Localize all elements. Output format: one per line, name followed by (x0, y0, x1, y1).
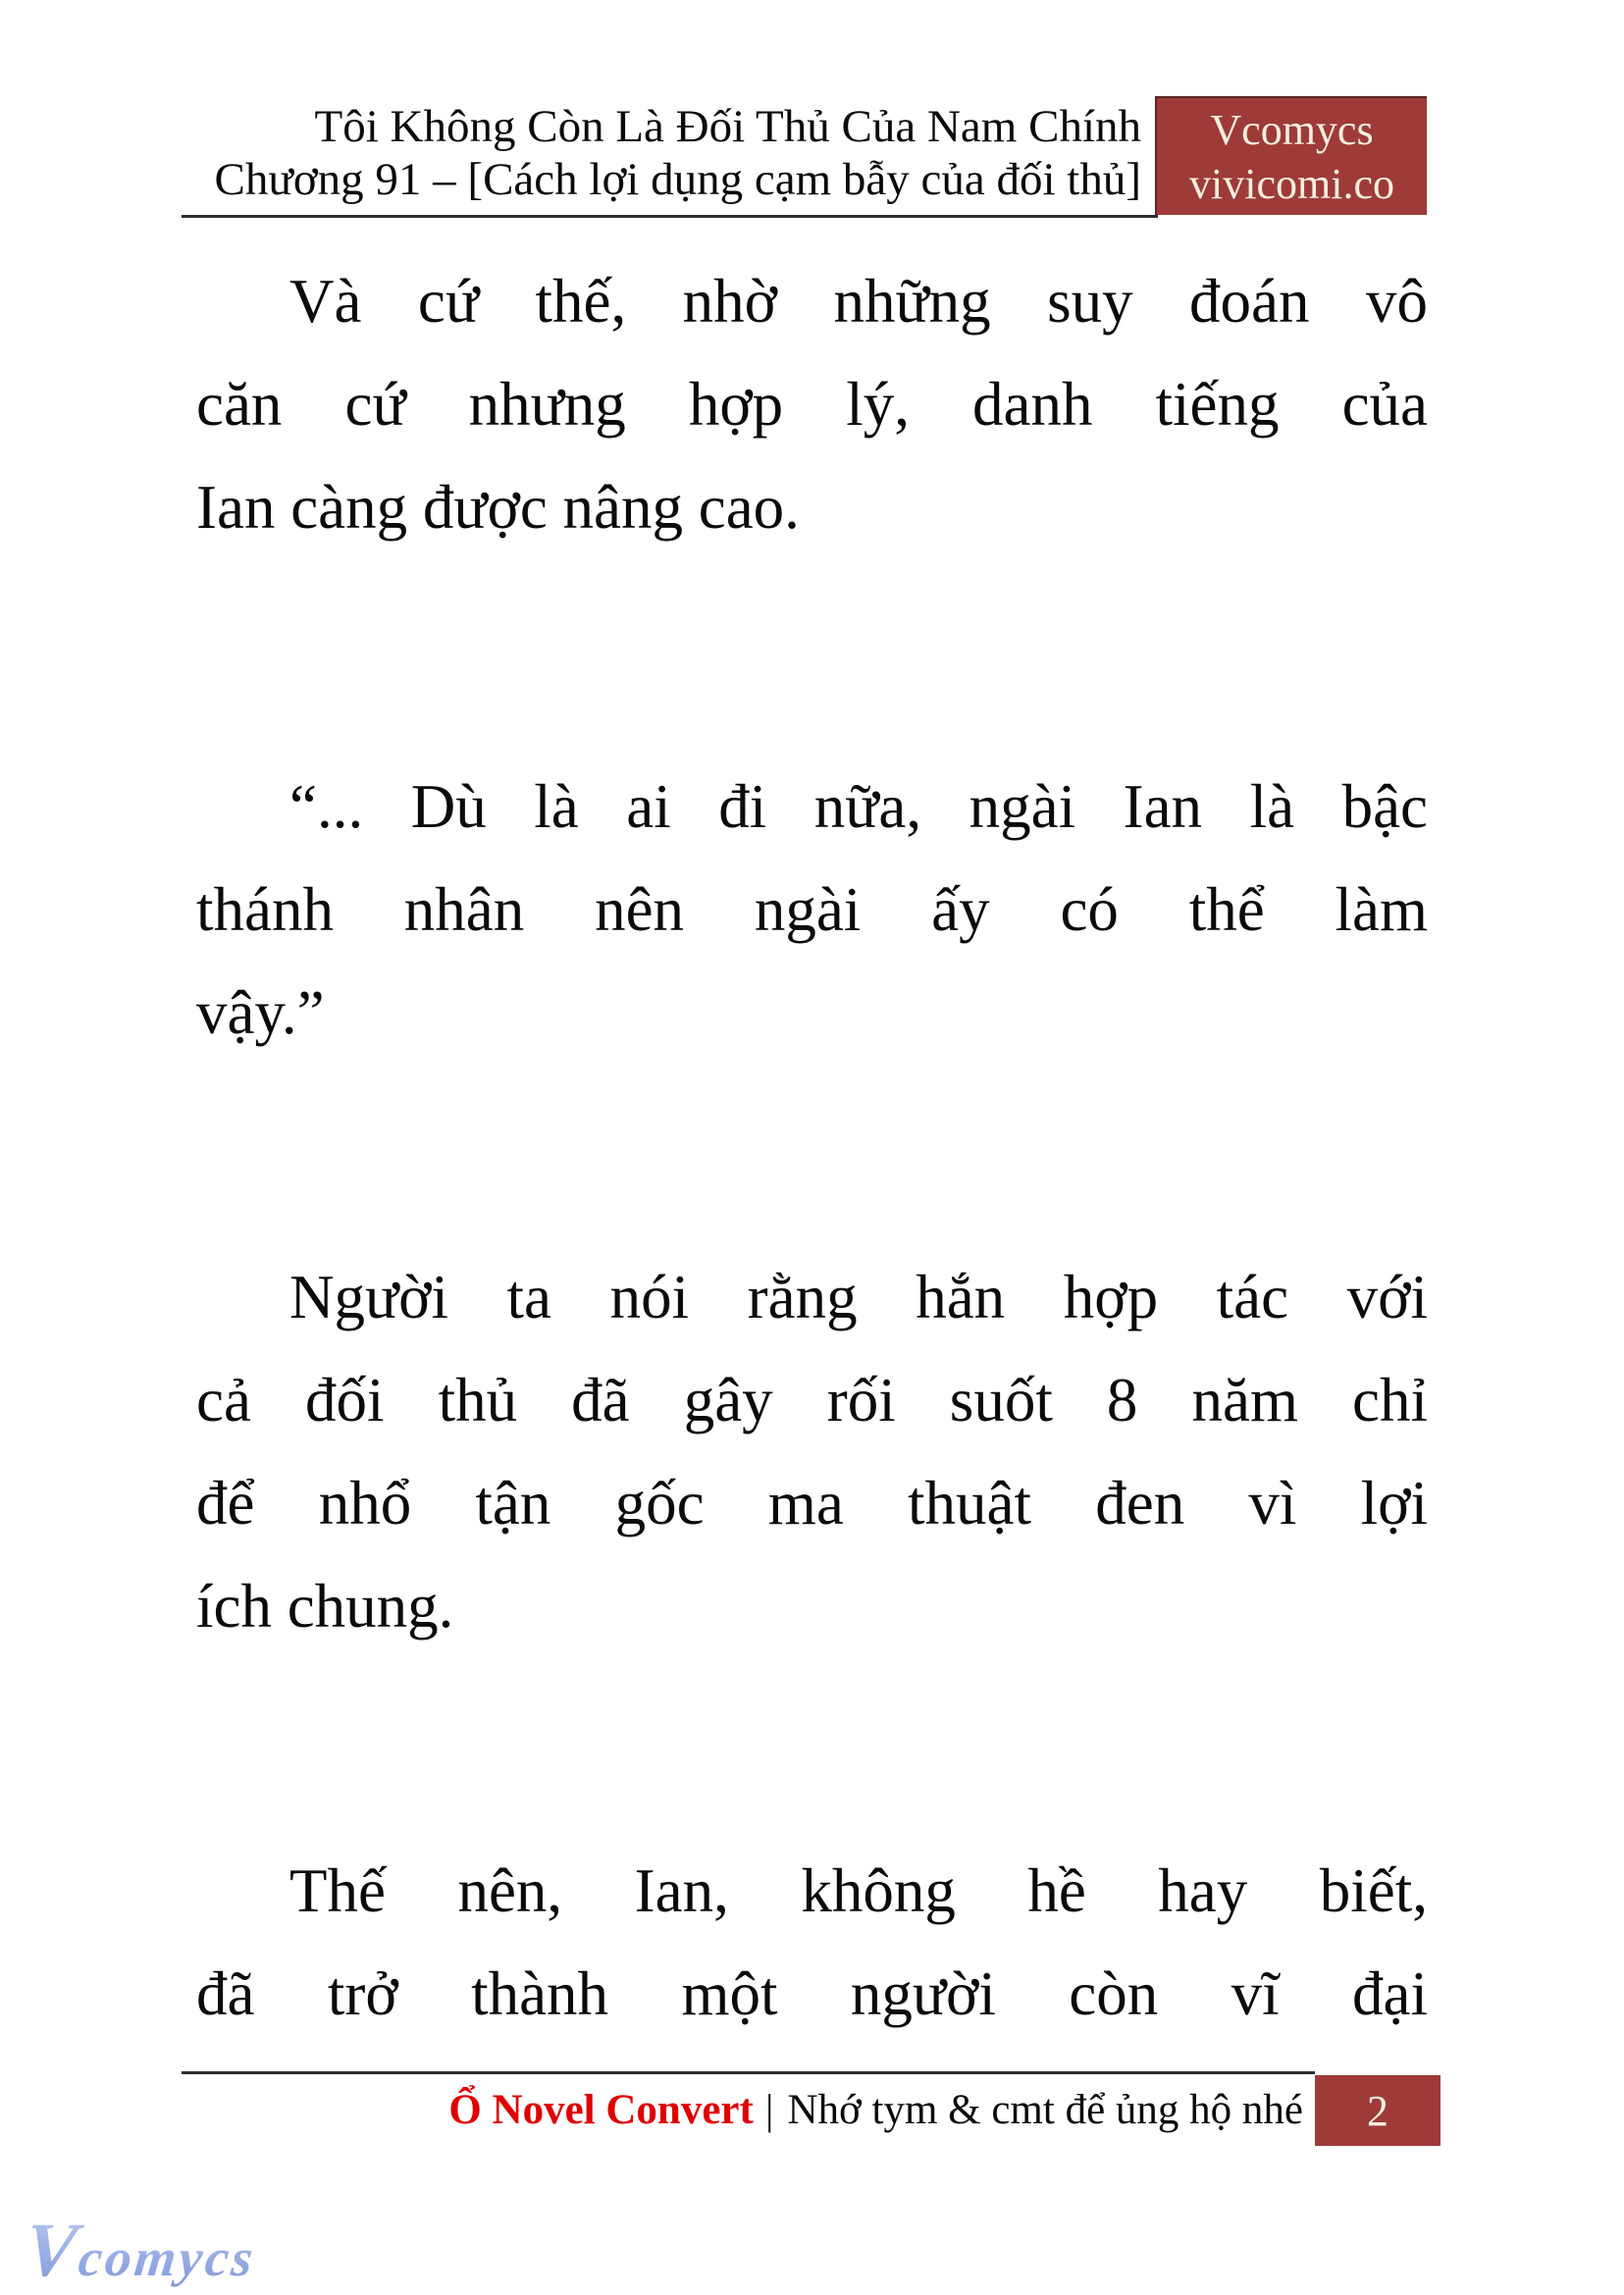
text-line: để nhổ tận gốc ma thuật đen vì lợi (196, 1469, 1428, 1538)
page-header (186, 100, 1141, 206)
page-footer (448, 2080, 1303, 2141)
novel-title: Tôi Không Còn Là Đối Thủ Của Nam Chính (314, 101, 1141, 152)
body-text (196, 250, 1428, 2046)
text-line: Ian càng được nâng cao. (196, 473, 800, 542)
footer-divider (182, 2071, 1315, 2074)
brand-name: Vcomycs (1210, 106, 1374, 154)
brand-site: vivicomi.co (1189, 160, 1394, 208)
text-line: thánh nhân nên ngài ấy có thể làm (196, 875, 1428, 944)
chapter-title: Chương 91 – [Cách lợi dụng cạm bẫy của đối thủ] (214, 154, 1141, 205)
paragraph (196, 756, 1428, 1065)
page-number-box (1315, 2075, 1441, 2146)
footer-brand: Ổ Novel Convert (448, 2087, 754, 2133)
text-line: đã trở thành một người còn vĩ đại (196, 1959, 1428, 2028)
text-line: vậy.” (196, 978, 325, 1047)
page-number: 2 (1367, 2086, 1388, 2135)
header-divider (182, 215, 1158, 218)
vcomycs-watermark-logo: Vcomycs (21, 2206, 261, 2294)
paragraph (196, 250, 1428, 559)
text-line: căn cứ nhưng hợp lý, danh tiếng của (196, 370, 1428, 439)
text-line: Và cứ thế, nhờ những suy đoán vô (289, 267, 1428, 336)
text-line: Người ta nói rằng hắn hợp tác với (289, 1263, 1428, 1331)
text-line: cả đối thủ đã gây rối suốt 8 năm chỉ (196, 1366, 1428, 1434)
footer-separator: | (764, 2087, 774, 2133)
text-line: “... Dù là ai đi nữa, ngài Ian là bậc (289, 772, 1428, 841)
text-line: ích chung. (196, 1572, 454, 1641)
footer-note: Nhớ tym & cmt để ủng hộ nhé (787, 2087, 1303, 2133)
paragraph (196, 1840, 1428, 2046)
text-line: Thế nên, Ian, không hề hay biết, (289, 1856, 1428, 1925)
brand-box (1155, 96, 1427, 215)
paragraph (196, 1246, 1428, 1658)
